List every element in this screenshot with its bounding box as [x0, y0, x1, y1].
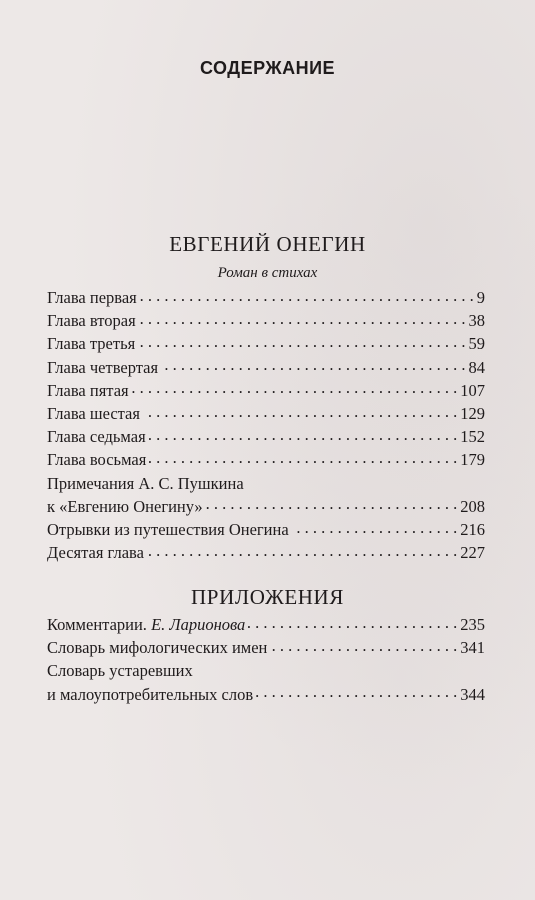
- toc-entry-page: 235: [460, 615, 485, 634]
- toc-entry[interactable]: [47, 379, 485, 402]
- toc-entry-label: Комментарии.: [47, 615, 147, 634]
- toc-entry-title: Десятая глава: [47, 543, 144, 563]
- toc-entry-title-line1: Примечания А. С. Пушкина: [47, 473, 244, 493]
- toc-entry-title: к «Евгению Онегину»: [47, 496, 203, 516]
- toc-entry-title: Глава вторая: [47, 311, 136, 331]
- toc-entry-author: Е. Ларионова: [151, 615, 246, 634]
- toc-entry-title: Словарь мифологических имен: [47, 638, 268, 658]
- toc-entry[interactable]: [47, 636, 485, 659]
- toc-entry-title: Глава четвертая: [47, 357, 159, 377]
- toc-entry-page: 344: [460, 684, 485, 704]
- toc-entry-page: 9: [476, 288, 485, 307]
- toc-entry[interactable]: [47, 402, 485, 425]
- toc-heading: СОДЕРЖАНИЕ: [199, 58, 336, 78]
- toc-entry-page: 216: [460, 520, 485, 540]
- toc-entry-title: Глава восьмая: [47, 450, 147, 470]
- toc-entry-title: Глава пятая: [47, 380, 129, 400]
- toc-entry-title: Глава седьмая: [47, 427, 146, 447]
- leader-dots: [140, 287, 474, 304]
- toc-entry[interactable]: [47, 356, 485, 379]
- leader-dots: [248, 614, 457, 631]
- toc-entry-page: 59: [468, 334, 485, 354]
- toc-entry-title: Глава третья: [47, 334, 136, 354]
- leader-dots: [270, 637, 457, 654]
- leader-dots: [132, 379, 458, 396]
- toc-entry[interactable]: [47, 309, 485, 332]
- toc-entry-page: 341: [460, 638, 485, 658]
- toc-list-main: [47, 286, 485, 564]
- leader-dots: [292, 519, 458, 536]
- toc-list-appendix: [47, 613, 485, 706]
- leader-dots: [139, 310, 466, 327]
- appendix-title: ПРИЛОЖЕНИЯ: [191, 585, 344, 609]
- toc-entry[interactable]: [47, 613, 485, 636]
- leader-dots: [206, 495, 458, 512]
- toc-entry-page: 208: [460, 496, 485, 516]
- toc-entry[interactable]: [47, 332, 485, 355]
- toc-entry[interactable]: [47, 472, 485, 518]
- leader-dots: [256, 683, 457, 700]
- leader-dots: [147, 542, 457, 559]
- leader-dots: [149, 426, 458, 443]
- toc-entry[interactable]: [47, 286, 485, 309]
- toc-entry-title: Глава первая: [47, 288, 137, 307]
- toc-entry-title: Отрывки из путешествия Онегина: [47, 520, 289, 540]
- toc-entry[interactable]: [47, 518, 485, 541]
- toc-entry-title-line1: Словарь устаревших: [47, 661, 193, 681]
- toc-entry-page: 179: [460, 450, 485, 470]
- toc-entry-page: 227: [460, 543, 485, 563]
- toc-entry-page: 152: [460, 427, 485, 447]
- toc-entry[interactable]: [47, 541, 485, 564]
- toc-entry[interactable]: [47, 425, 485, 448]
- leader-dots: [138, 333, 465, 350]
- part-subtitle: Роман в стихах: [217, 265, 318, 281]
- leader-dots: [143, 403, 457, 420]
- toc-entry-page: 38: [468, 311, 485, 331]
- toc-entry-title: [47, 613, 245, 636]
- toc-entry-title: и малоупотребительных слов: [47, 684, 254, 704]
- toc-entry-page: 84: [468, 357, 485, 377]
- toc-entry[interactable]: [47, 448, 485, 471]
- toc-entry-page: 107: [460, 380, 485, 400]
- toc-entry-title: Глава шестая: [47, 404, 140, 424]
- leader-dots: [161, 356, 465, 373]
- toc-entry[interactable]: [47, 659, 485, 705]
- toc-entry-page: 129: [460, 404, 485, 424]
- leader-dots: [149, 449, 457, 466]
- part-title: ЕВГЕНИЙ ОНЕГИН: [169, 232, 366, 256]
